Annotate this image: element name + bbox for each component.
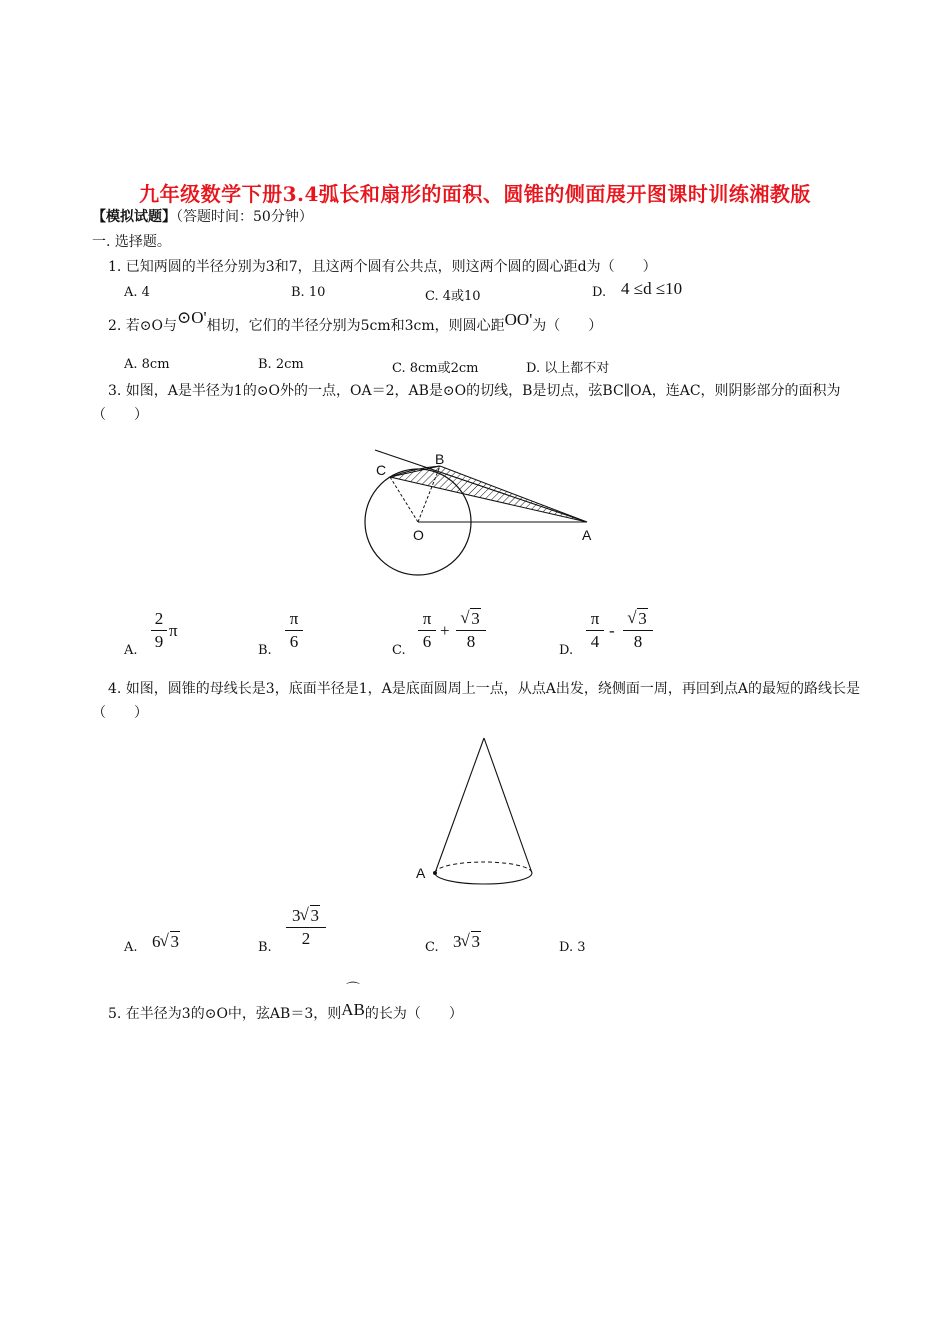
q3-option-d-fraction-1 bbox=[586, 609, 604, 652]
q4-option-b-fraction bbox=[286, 906, 326, 949]
q4-a-radicand: 3 bbox=[170, 932, 179, 951]
section-heading: 一. 选择题。 bbox=[92, 234, 171, 250]
q3-option-a-fraction bbox=[151, 609, 167, 652]
q5-arc-symbol bbox=[341, 983, 365, 1022]
q3-b-numerator: π bbox=[289, 609, 299, 628]
q4-cone-figure bbox=[408, 732, 548, 892]
q2-pre: 2. 若⊙O与 bbox=[108, 318, 178, 334]
q2-option-b: B. 2cm bbox=[258, 357, 304, 372]
q4-option-a-math bbox=[152, 932, 180, 952]
q3-label-c: C bbox=[376, 462, 387, 478]
q4-option-a-label: A. bbox=[124, 940, 138, 955]
q3-option-d-label: D. bbox=[559, 643, 574, 658]
q4-c-coefficient: 3 bbox=[453, 932, 462, 951]
q2-option-d: D. 以上都不对 bbox=[526, 361, 610, 376]
q3-label-a: A bbox=[582, 527, 592, 543]
q3-c-numerator-1: π bbox=[422, 609, 432, 628]
q3-d-numerator-1: π bbox=[590, 609, 600, 628]
q4-base-back-arc bbox=[435, 862, 532, 873]
q2-mid: 相切，它们的半径分别为5cm和3cm，则圆心距 bbox=[206, 318, 505, 334]
q3-option-b-label: B. bbox=[258, 643, 272, 658]
q3-c-radicand: 3 bbox=[471, 609, 480, 628]
q2-post: 为（ ） bbox=[532, 318, 603, 334]
q4-point-a bbox=[433, 871, 437, 875]
question-4: 4. 如图，圆锥的母线长是3，底面半径是1，A是底面圆周上一点，从点A出发，绕侧面一周，再回到点A的最短的路线长是（ ） bbox=[92, 681, 860, 721]
q3-a-pi: π bbox=[169, 621, 178, 640]
q4-option-c-label: C. bbox=[425, 940, 439, 955]
q4-a-coefficient: 6 bbox=[152, 932, 161, 951]
q1-option-d-math: 4 ≤d ≤10 bbox=[621, 279, 683, 298]
q3-tangent-line bbox=[375, 450, 587, 522]
q5-post: 的长为（ ） bbox=[364, 1006, 463, 1022]
q4-b-denominator: 2 bbox=[301, 929, 311, 948]
q3-c-denominator-2: 8 bbox=[466, 632, 476, 651]
q4-c-radicand: 3 bbox=[471, 932, 480, 951]
q1-option-b: B. 10 bbox=[291, 285, 326, 300]
q3-option-d-fraction-2 bbox=[623, 609, 653, 652]
question-2 bbox=[108, 308, 603, 338]
q3-radius-oc bbox=[390, 477, 418, 522]
q3-figure bbox=[360, 440, 610, 590]
q3-b-denominator: 6 bbox=[289, 632, 299, 651]
q5-pre: 5. 在半径为3的⊙O中，弦AB＝3，则 bbox=[108, 1006, 342, 1022]
q1-option-a: A. 4 bbox=[124, 285, 150, 300]
q4-b-coefficient: 3 bbox=[292, 906, 301, 925]
page-title: 九年级数学下册3.4弧长和扇形的面积、圆锥的侧面展开图课时训练湘教版 bbox=[139, 182, 811, 206]
q4-cone-left-edge bbox=[435, 738, 484, 873]
q3-a-numerator: 2 bbox=[154, 609, 164, 628]
q4-base-front-arc bbox=[435, 873, 532, 884]
q3-d-radicand: 3 bbox=[638, 609, 647, 628]
q3-d-operator: - bbox=[609, 621, 615, 640]
q1-option-d-label: D. bbox=[592, 285, 607, 300]
q4-option-b-label: B. bbox=[258, 940, 272, 955]
question-5 bbox=[108, 983, 463, 1026]
q2-option-a: A. 8cm bbox=[124, 357, 170, 372]
q3-option-c-fraction-1 bbox=[418, 609, 436, 652]
q4-label-a: A bbox=[416, 865, 426, 881]
q4-option-c-math bbox=[453, 932, 481, 952]
q2-option-c: C. 8cm或2cm bbox=[392, 361, 479, 376]
question-1: 1. 已知两圆的半径分别为3和7，且这两个圆有公共点，则这两个圆的圆心距d为（ ） bbox=[108, 259, 657, 275]
q3-a-denominator: 9 bbox=[154, 632, 164, 651]
q3-c-denominator-1: 6 bbox=[422, 632, 432, 651]
q3-option-b-fraction bbox=[285, 609, 303, 652]
question-3: 3. 如图，A是半径为1的⊙O外的一点，OA＝2，AB是⊙O的切线，B是切点，弦BC∥OA，连AC，则阴影部分的面积为（ ） bbox=[92, 383, 841, 423]
header-time: （答题时间：50分钟） bbox=[176, 209, 313, 225]
q3-option-a-label: A. bbox=[124, 643, 138, 658]
q3-label-b: B bbox=[435, 451, 445, 467]
q3-label-o: O bbox=[413, 527, 424, 543]
q3-option-c-label: C. bbox=[392, 643, 406, 658]
q5-arc-label: AB bbox=[341, 1000, 365, 1019]
exam-header bbox=[92, 206, 313, 226]
q3-d-denominator-2: 8 bbox=[633, 632, 643, 651]
q2-circle-symbol: ⊙O' bbox=[177, 308, 207, 327]
q3-option-c-fraction-2 bbox=[456, 609, 486, 652]
header-label: 【模拟试题】 bbox=[92, 209, 176, 225]
q5-arc-mark: ⌒ bbox=[346, 983, 361, 998]
q3-shaded-region bbox=[390, 466, 587, 522]
q2-oo-symbol: OO' bbox=[504, 310, 533, 329]
q4-b-radicand: 3 bbox=[310, 906, 319, 925]
q4-cone-right-edge bbox=[484, 738, 532, 873]
q3-c-operator: + bbox=[440, 621, 450, 640]
q1-option-c: C. 4或10 bbox=[425, 289, 481, 304]
q3-d-denominator-1: 4 bbox=[590, 632, 600, 651]
q4-option-d: D. 3 bbox=[559, 940, 586, 955]
